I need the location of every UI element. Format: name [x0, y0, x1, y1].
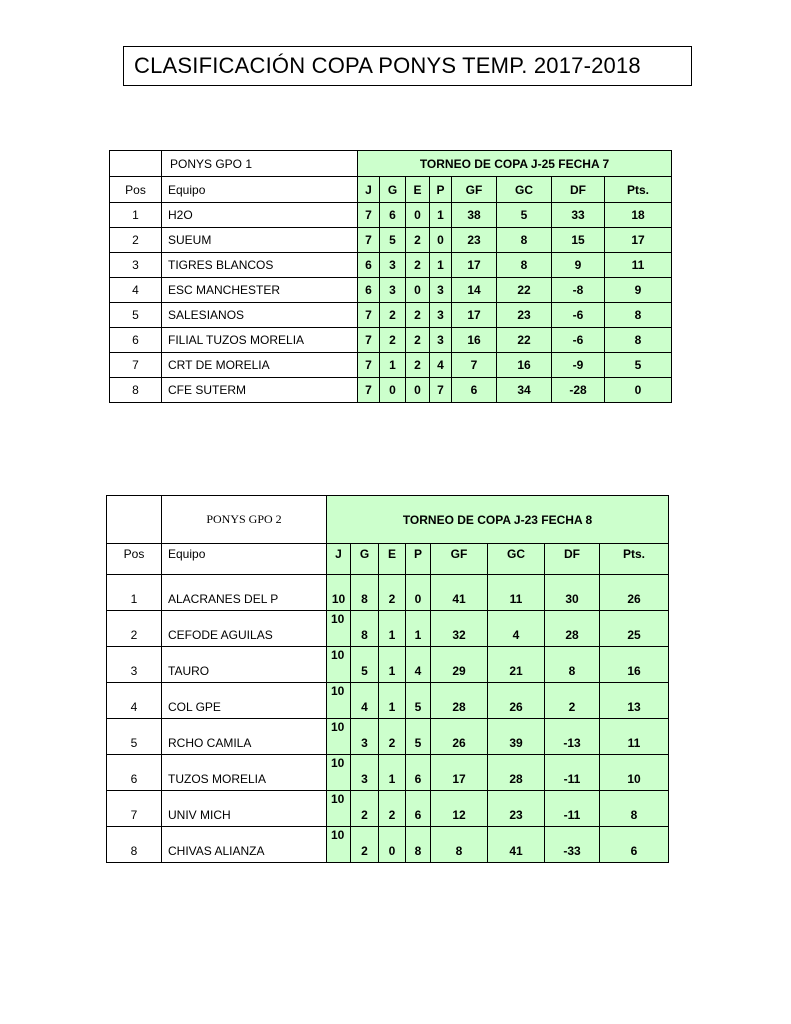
- gf-cell: 14: [452, 278, 497, 303]
- g-cell: 8: [351, 575, 379, 611]
- p-cell: 7: [430, 378, 452, 403]
- g-cell: 3: [351, 755, 379, 791]
- df-cell: 30: [545, 575, 600, 611]
- gf-cell: 38: [452, 203, 497, 228]
- table-row: [107, 575, 669, 611]
- table-row: [107, 683, 669, 719]
- pts-cell: 10: [600, 755, 669, 791]
- df-cell: 15: [552, 228, 605, 253]
- pts-cell: 5: [605, 353, 672, 378]
- g-cell: 0: [380, 378, 406, 403]
- group2-column-headers: [107, 544, 669, 565]
- gc-cell: 8: [497, 228, 552, 253]
- pos-cell: 6: [107, 755, 162, 791]
- p-cell: 6: [406, 791, 431, 827]
- j-cell: 7: [358, 353, 380, 378]
- pts-cell: 8: [605, 328, 672, 353]
- table-row: [107, 827, 669, 863]
- group1-header-row: [110, 151, 672, 177]
- p-cell: 4: [406, 647, 431, 683]
- page-title: CLASIFICACIÓN COPA PONYS TEMP. 2017-2018: [134, 53, 641, 78]
- pts-cell: 16: [600, 647, 669, 683]
- team-cell: SALESIANOS: [162, 303, 358, 328]
- j-value: 10: [331, 756, 345, 770]
- df-cell: 28: [545, 611, 600, 647]
- col-header-e: E: [406, 177, 430, 203]
- g-cell: 5: [351, 647, 379, 683]
- table-row: [107, 755, 669, 791]
- g-cell: 8: [351, 611, 379, 647]
- group1-rows: [110, 203, 672, 403]
- team-cell: TIGRES BLANCOS: [162, 253, 358, 278]
- j-cell: [327, 719, 351, 755]
- col-header-g: G: [351, 544, 379, 565]
- col-header-gc: GC: [488, 544, 545, 565]
- j-cell: 7: [358, 203, 380, 228]
- p-cell: 5: [406, 683, 431, 719]
- pos-cell: 4: [107, 683, 162, 719]
- df-cell: 9: [552, 253, 605, 278]
- p-cell: 0: [430, 228, 452, 253]
- j-cell: 7: [358, 303, 380, 328]
- df-cell: -8: [552, 278, 605, 303]
- df-cell: -6: [552, 328, 605, 353]
- df-cell: -6: [552, 303, 605, 328]
- gf-cell: 7: [452, 353, 497, 378]
- j-cell: 6: [358, 278, 380, 303]
- e-cell: 2: [379, 575, 406, 611]
- e-cell: 2: [406, 303, 430, 328]
- table-row: [107, 647, 669, 683]
- gc-cell: 23: [488, 791, 545, 827]
- pts-cell: 25: [600, 611, 669, 647]
- table-row: [110, 303, 672, 328]
- table-row: [107, 611, 669, 647]
- team-cell: TAURO: [162, 647, 327, 683]
- group2-tournament: TORNEO DE COPA J-23 FECHA 8: [327, 496, 669, 544]
- j-value: 10: [331, 612, 345, 626]
- col-header-e: E: [379, 544, 406, 565]
- group1-column-headers: [110, 177, 672, 203]
- gf-cell: 26: [431, 719, 488, 755]
- pos-cell: 1: [107, 575, 162, 611]
- j-value: 10: [331, 720, 345, 734]
- col-header-p: P: [406, 544, 431, 565]
- gc-cell: 4: [488, 611, 545, 647]
- e-cell: 2: [406, 253, 430, 278]
- col-header-j: J: [358, 177, 380, 203]
- gf-cell: 17: [452, 303, 497, 328]
- col-header-pos: Pos: [110, 177, 162, 203]
- gf-cell: 17: [431, 755, 488, 791]
- e-cell: 1: [379, 611, 406, 647]
- pos-cell: 3: [107, 647, 162, 683]
- team-cell: RCHO CAMILA: [162, 719, 327, 755]
- gf-cell: 32: [431, 611, 488, 647]
- pts-cell: 26: [600, 575, 669, 611]
- e-cell: 1: [379, 647, 406, 683]
- pts-cell: 8: [600, 791, 669, 827]
- e-cell: 1: [379, 683, 406, 719]
- j-value: 10: [331, 684, 345, 698]
- g-cell: 5: [380, 228, 406, 253]
- group2-standings-table: [106, 495, 669, 863]
- gf-cell: 23: [452, 228, 497, 253]
- e-cell: 2: [406, 228, 430, 253]
- g-cell: 3: [380, 278, 406, 303]
- gf-cell: 6: [452, 378, 497, 403]
- pts-cell: 9: [605, 278, 672, 303]
- gc-cell: 39: [488, 719, 545, 755]
- df-cell: 2: [545, 683, 600, 719]
- team-cell: SUEUM: [162, 228, 358, 253]
- e-cell: 2: [406, 353, 430, 378]
- col-header-gf: GF: [452, 177, 497, 203]
- p-cell: 3: [430, 303, 452, 328]
- gc-cell: 34: [497, 378, 552, 403]
- col-header-p: P: [430, 177, 452, 203]
- gc-cell: 11: [488, 575, 545, 611]
- pos-cell: 8: [110, 378, 162, 403]
- gc-cell: 21: [488, 647, 545, 683]
- col-header-g: G: [380, 177, 406, 203]
- table-row: [107, 791, 669, 827]
- team-cell: CEFODE AGUILAS: [162, 611, 327, 647]
- j-cell: [327, 611, 351, 647]
- p-cell: 1: [430, 253, 452, 278]
- j-value: 10: [331, 792, 345, 806]
- pts-cell: 18: [605, 203, 672, 228]
- j-cell: [327, 827, 351, 863]
- df-cell: -13: [545, 719, 600, 755]
- gc-cell: 22: [497, 328, 552, 353]
- g-cell: 1: [380, 353, 406, 378]
- df-cell: -11: [545, 755, 600, 791]
- pos-cell: 5: [107, 719, 162, 755]
- team-cell: COL GPE: [162, 683, 327, 719]
- team-cell: CFE SUTERM: [162, 378, 358, 403]
- pts-cell: 8: [605, 303, 672, 328]
- p-cell: 0: [406, 575, 431, 611]
- table-row: [110, 253, 672, 278]
- pos-cell: 4: [110, 278, 162, 303]
- pos-cell: 3: [110, 253, 162, 278]
- j-cell: 6: [358, 253, 380, 278]
- g-cell: 3: [351, 719, 379, 755]
- j-cell: [327, 683, 351, 719]
- pos-cell: 7: [107, 791, 162, 827]
- df-cell: -11: [545, 791, 600, 827]
- table-row: [110, 353, 672, 378]
- e-cell: 0: [379, 827, 406, 863]
- e-cell: 0: [406, 378, 430, 403]
- e-cell: 2: [406, 328, 430, 353]
- p-cell: 4: [430, 353, 452, 378]
- p-cell: 5: [406, 719, 431, 755]
- gc-cell: 41: [488, 827, 545, 863]
- gc-cell: 5: [497, 203, 552, 228]
- j-cell: 10: [327, 575, 351, 611]
- gf-cell: 8: [431, 827, 488, 863]
- pos-cell: 2: [107, 611, 162, 647]
- j-cell: 7: [358, 328, 380, 353]
- group2-header-row: [107, 496, 669, 544]
- pts-cell: 11: [600, 719, 669, 755]
- e-cell: 2: [379, 791, 406, 827]
- col-header-equipo: Equipo: [162, 544, 327, 565]
- p-cell: 3: [430, 278, 452, 303]
- group2-name: PONYS GPO 2: [162, 496, 327, 544]
- e-cell: 0: [406, 278, 430, 303]
- gf-cell: 17: [452, 253, 497, 278]
- gc-cell: 28: [488, 755, 545, 791]
- p-cell: 6: [406, 755, 431, 791]
- df-cell: 8: [545, 647, 600, 683]
- table-row: [110, 228, 672, 253]
- g-cell: 2: [380, 328, 406, 353]
- g-cell: 2: [351, 791, 379, 827]
- gc-cell: 23: [497, 303, 552, 328]
- e-cell: 1: [379, 755, 406, 791]
- pts-cell: 0: [605, 378, 672, 403]
- col-header-df: DF: [552, 177, 605, 203]
- e-cell: 2: [379, 719, 406, 755]
- pts-cell: 17: [605, 228, 672, 253]
- group1-tournament: TORNEO DE COPA J-25 FECHA 7: [358, 151, 672, 177]
- pts-cell: 6: [600, 827, 669, 863]
- g-cell: 4: [351, 683, 379, 719]
- pts-cell: 13: [600, 683, 669, 719]
- p-cell: 8: [406, 827, 431, 863]
- j-value: 10: [331, 648, 345, 662]
- col-header-pos: Pos: [107, 544, 162, 565]
- col-header-df: DF: [545, 544, 600, 565]
- p-cell: 3: [430, 328, 452, 353]
- pos-cell: 1: [110, 203, 162, 228]
- gf-cell: 41: [431, 575, 488, 611]
- table-row: [110, 278, 672, 303]
- pts-cell: 11: [605, 253, 672, 278]
- team-cell: FILIAL TUZOS MORELIA: [162, 328, 358, 353]
- team-cell: ALACRANES DEL P: [162, 575, 327, 611]
- pos-cell: 6: [110, 328, 162, 353]
- col-header-pts: Pts.: [605, 177, 672, 203]
- p-cell: 1: [430, 203, 452, 228]
- j-cell: [327, 791, 351, 827]
- df-cell: 33: [552, 203, 605, 228]
- gf-cell: 29: [431, 647, 488, 683]
- table-row: [110, 378, 672, 403]
- col-header-gf: GF: [431, 544, 488, 565]
- table-row: [110, 328, 672, 353]
- p-cell: 1: [406, 611, 431, 647]
- team-cell: H2O: [162, 203, 358, 228]
- gc-cell: 26: [488, 683, 545, 719]
- pos-cell: 5: [110, 303, 162, 328]
- j-cell: 7: [358, 228, 380, 253]
- col-header-pts: Pts.: [600, 544, 669, 565]
- gf-cell: 12: [431, 791, 488, 827]
- e-cell: 0: [406, 203, 430, 228]
- team-cell: CHIVAS ALIANZA: [162, 827, 327, 863]
- j-value: 10: [331, 828, 345, 842]
- gc-cell: 8: [497, 253, 552, 278]
- team-cell: TUZOS MORELIA: [162, 755, 327, 791]
- group2-corner-cell: [107, 496, 162, 544]
- table-row: [107, 719, 669, 755]
- group1-corner-cell: [110, 151, 162, 177]
- page-title-box: [123, 46, 692, 86]
- gf-cell: 16: [452, 328, 497, 353]
- table-row: [110, 203, 672, 228]
- col-header-equipo: Equipo: [162, 177, 358, 203]
- df-cell: -33: [545, 827, 600, 863]
- g-cell: 6: [380, 203, 406, 228]
- j-cell: 7: [358, 378, 380, 403]
- g-cell: 2: [351, 827, 379, 863]
- group2-header-spacer: [107, 564, 669, 575]
- gf-cell: 28: [431, 683, 488, 719]
- group1-standings-table: [109, 150, 672, 403]
- team-cell: UNIV MICH: [162, 791, 327, 827]
- df-cell: -9: [552, 353, 605, 378]
- j-cell: [327, 647, 351, 683]
- g-cell: 3: [380, 253, 406, 278]
- col-header-gc: GC: [497, 177, 552, 203]
- j-cell: [327, 755, 351, 791]
- pos-cell: 8: [107, 827, 162, 863]
- gc-cell: 16: [497, 353, 552, 378]
- pos-cell: 7: [110, 353, 162, 378]
- pos-cell: 2: [110, 228, 162, 253]
- group2-rows: [107, 575, 669, 863]
- df-cell: -28: [552, 378, 605, 403]
- group1-name: PONYS GPO 1: [162, 151, 358, 177]
- team-cell: CRT DE MORELIA: [162, 353, 358, 378]
- gc-cell: 22: [497, 278, 552, 303]
- g-cell: 2: [380, 303, 406, 328]
- col-header-j: J: [327, 544, 351, 565]
- team-cell: ESC MANCHESTER: [162, 278, 358, 303]
